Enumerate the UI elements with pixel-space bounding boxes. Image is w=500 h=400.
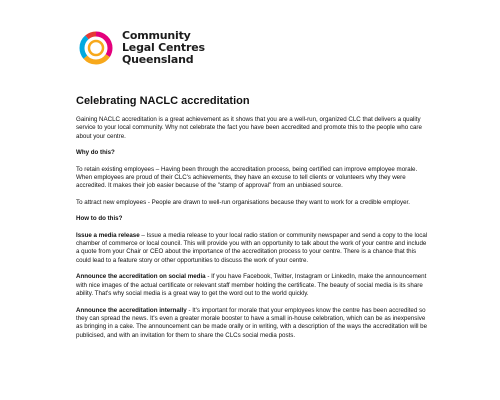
page-title: Celebrating NACLC accreditation — [76, 95, 250, 107]
why-heading: Why do this? — [76, 149, 115, 157]
logo-ring-icon — [76, 28, 116, 68]
why-paragraph-1: To retain existing employees – Having been through the accreditation process, being certified can improve employee morale. When employees are proud of their CLC's achievements, they have an excuse to tell clients or volunteers why they were accredited. It makes their job easier because of the "stamp of approval" from an unbiased source. — [76, 165, 418, 190]
intro-paragraph: Gaining NACLC accreditation is a great achievement as it shows that you are a well-run, organized CLC that delivers a quality service to your local community. Why not celebrate the fact you have been accredited and promote this to the people who care about your centre. — [76, 116, 422, 140]
logo-wordmark — [122, 30, 205, 66]
how-item-text: – Issue a media release to your local radio station or community newspaper and send a copy to the local chamber of commerce or local council. This will provide you with an opportunity to talk about the work of your centre and include a quote from your Chair or CEO about the importance of the accreditation process to your centre. There is a chance that this could lead to a feature story or other opportunities to discuss the work of your centre. — [76, 231, 428, 264]
how-item-social-media — [76, 273, 428, 298]
why-paragraph-2: To attract new employees - People are drawn to well-run organisations because they want to work for a credible employer. — [76, 198, 410, 206]
logo-line-1: Community — [122, 29, 191, 42]
clcq-logo — [76, 28, 216, 70]
how-item-text: - If you have Facebook, Twitter, Instagram or LinkedIn, make the announcement with nice images of the actual certificate or relevant staff member holding the certificate. The beauty of social media is its share ability. That's why social media is a great way to get the word out to the world quickly. — [76, 273, 427, 298]
how-item-text: - It's important for morale that your employees know the centre has been accredited so they can spread the news. It's even a greater morale booster to have a small in-house celebration, which can be as inexpensive as bringing in a cake. The announcement can be made orally or in writing, with a description of the ways the accreditation will be publicised, and with an invitation for them to share the CLCs social media posts. — [76, 306, 428, 339]
how-item-media-release — [76, 232, 428, 266]
logo-line-3: Queensland — [122, 53, 194, 66]
how-item-lead: Issue a media release — [76, 231, 140, 239]
logo-line-2: Legal Centres — [122, 41, 205, 54]
how-item-lead: Announce the accreditation internally — [76, 306, 187, 314]
how-heading: How to do this? — [76, 215, 123, 223]
how-item-lead: Announce the accreditation on social media — [76, 273, 206, 281]
document-body — [76, 116, 428, 348]
how-item-internal — [76, 307, 428, 341]
